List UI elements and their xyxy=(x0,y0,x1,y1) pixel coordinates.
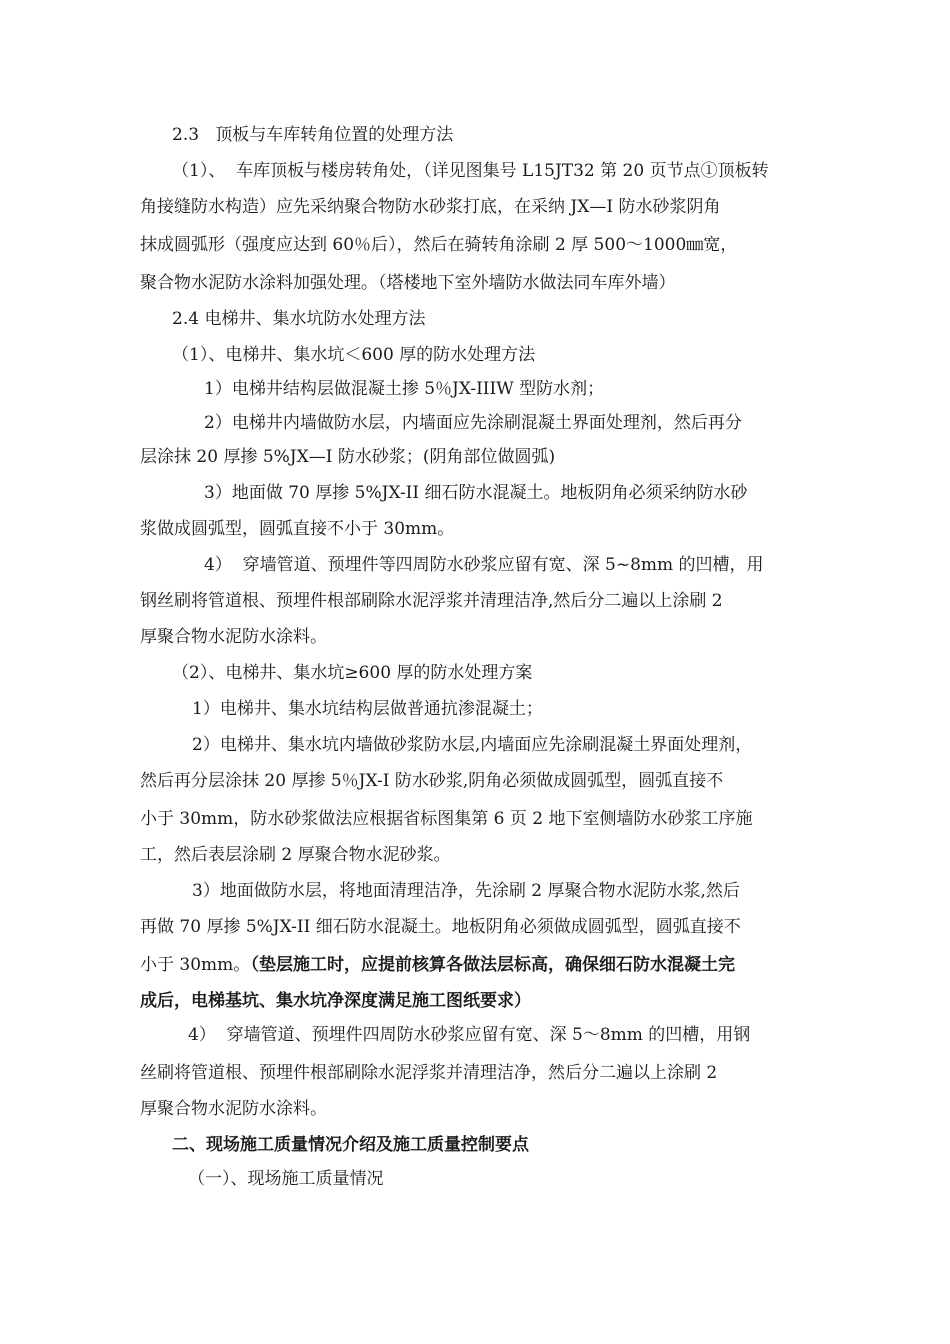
paragraph-line: 抹成圆弧形（强度应达到 60％后），然后在骑转角涂刷 2 厚 500～1000㎜宽， xyxy=(140,235,738,255)
list-item: 3）地面做防水层，将地面清理洁净，先涂刷 2 厚聚合物水泥防水浆,然后 xyxy=(192,881,740,901)
subsection-heading: （一）、现场施工质量情况 xyxy=(188,1169,384,1189)
paragraph-line: 小于 30mm。 xyxy=(140,955,251,975)
list-item: 2）电梯井、集水坑内墙做砂浆防水层,内墙面应先涂刷混凝土界面处理剂， xyxy=(192,735,753,755)
list-item: 4） 穿墙管道、预埋件等四周防水砂浆应留有宽、深 5~8mm 的凹槽，用 xyxy=(204,555,764,575)
list-item: 1）电梯井结构层做混凝土掺 5％JX-IIIW 型防水剂； xyxy=(204,379,605,399)
paragraph-line: （1）、 车库顶板与楼房转角处，（详见图集号 L15JT32 第 20 页节点①顶板转 xyxy=(172,161,769,181)
paragraph-line: 再做 70 厚掺 5%JX-II 细石防水混凝土。地板阴角必须做成圆弧型，圆弧直接不 xyxy=(140,917,741,937)
paragraph-line: 角接缝防水构造）应先采纳聚合物防水砂浆打底，在采纳 JX—I 防水砂浆阴角 xyxy=(140,197,721,217)
chapter-heading: 二、现场施工质量情况介绍及施工质量控制要点 xyxy=(172,1135,529,1155)
paragraph-line: 钢丝刷将管道根、预埋件根部刷除水泥浮浆并清理洁净,然后分二遍以上涂刷 2 xyxy=(140,591,723,611)
paragraph-line: 聚合物水泥防水涂料加强处理。（塔楼地下室外墙防水做法同车库外墙） xyxy=(140,273,676,293)
paragraph-line: 厚聚合物水泥防水涂料。 xyxy=(140,627,327,647)
paragraph-line: 工，然后表层涂刷 2 厚聚合物水泥砂浆。 xyxy=(140,845,451,865)
list-item: 3）地面做 70 厚掺 5%JX-II 细石防水混凝土。地板阴角必须采纳防水砂 xyxy=(204,483,748,503)
paragraph-line: 浆做成圆弧型，圆弧直接不小于 30mm。 xyxy=(140,519,455,539)
paragraph-line: 小于 30mm，防水砂浆做法应根据省标图集第 6 页 2 地下室侧墙防水砂浆工序施 xyxy=(140,809,753,829)
paragraph-line: 然后再分层涂抹 20 厚掺 5％JX-I 防水砂浆,阴角必须做成圆弧型，圆弧直接不 xyxy=(140,771,724,791)
bold-note: 成后，电梯基坑、集水坑净深度满足施工图纸要求） xyxy=(140,991,531,1011)
section-heading-2-4: 2.4 电梯井、集水坑防水处理方法 xyxy=(172,309,426,329)
subsection-heading: （1）、电梯井、集水坑＜600 厚的防水处理方法 xyxy=(172,345,536,365)
list-item: 4） 穿墙管道、预埋件四周防水砂浆应留有宽、深 5～8mm 的凹槽，用钢 xyxy=(188,1025,751,1045)
paragraph-line: 丝刷将管道根、预埋件根部刷除水泥浮浆并清理洁净，然后分二遍以上涂刷 2 xyxy=(140,1063,718,1083)
paragraph-line: 层涂抹 20 厚掺 5%JX—I 防水砂浆；(阴角部位做圆弧) xyxy=(140,447,556,467)
subsection-heading: （2）、电梯井、集水坑≥600 厚的防水处理方案 xyxy=(172,663,533,683)
paragraph-line: 厚聚合物水泥防水涂料。 xyxy=(140,1099,327,1119)
section-heading-2-3: 2.3 顶板与车库转角位置的处理方法 xyxy=(172,125,454,145)
list-item: 2）电梯井内墙做防水层，内墙面应先涂刷混凝土界面处理剂，然后再分 xyxy=(204,413,742,433)
list-item: 1）电梯井、集水坑结构层做普通抗渗混凝土； xyxy=(192,699,543,719)
bold-note: （垫层施工时，应提前核算各做法层标高，确保细石防水混凝土完 xyxy=(242,955,735,975)
